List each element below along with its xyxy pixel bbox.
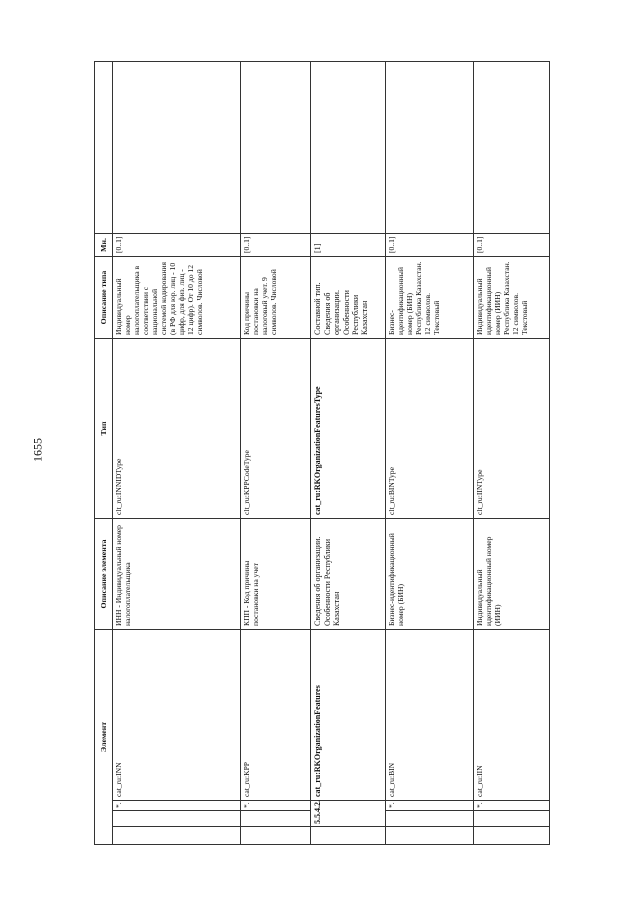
element-name: cat_ru:IIN [474, 630, 550, 801]
type-description: Составной тип. Сведения об организации. Особенности Республики Казахстан [311, 257, 386, 339]
spacer-cell [386, 62, 474, 234]
table-row [386, 62, 474, 845]
header-element-description: Описание элемента [95, 519, 113, 630]
multiplicity: [0..1] [113, 234, 241, 257]
header-type: Тип [95, 339, 113, 519]
row-marker: *. [241, 801, 311, 811]
header-type-description: Описание типа [95, 257, 113, 339]
table-row-section [311, 62, 386, 845]
spacer-cell [311, 62, 386, 234]
header-element: Элемент [95, 630, 113, 845]
element-description: Индивидуальный идентификационный номер (ИИН) [474, 519, 550, 630]
row-marker: *. [386, 801, 474, 811]
row-marker: *. [474, 801, 550, 811]
schema-table [94, 61, 550, 845]
element-description: Бизнес-идентификационный номер (БИН) [386, 519, 474, 630]
indent-cell [241, 827, 311, 845]
spacer-cell [241, 62, 311, 234]
header-spacer [95, 62, 113, 234]
element-type: clt_ru:IINType [474, 339, 550, 519]
element-name: cat_ru:KPP [241, 630, 311, 801]
element-type: clt_ru:BINType [386, 339, 474, 519]
multiplicity: [1] [311, 234, 386, 257]
element-type: clt_ru:INNIDType [113, 339, 241, 519]
element-description: КПП - Код причины постановки на учет [241, 519, 311, 630]
table-row [113, 62, 241, 845]
indent-cell [311, 827, 386, 845]
indent-cell [474, 811, 550, 827]
type-description: Индивидуальный номер налогоплательщика в соответствии с национальной системой кодирования (в РФ для юр. лиц - 10 цифр, для физ. лиц - 12 цифр). От 10 до 12 символов. Числовой [113, 257, 241, 339]
indent-cell [113, 827, 241, 845]
rotated-page [94, 62, 546, 845]
indent-cell [241, 811, 311, 827]
indent-cell [474, 827, 550, 845]
table-row [474, 62, 550, 845]
multiplicity: [0..1] [474, 234, 550, 257]
spacer-cell [474, 62, 550, 234]
type-description: Индивидуальный идентификационный номер (ИИН) Республика Казахстан. 12 символов. Текстовый [474, 257, 550, 339]
multiplicity: [0..1] [241, 234, 311, 257]
row-marker: *. [113, 801, 241, 811]
element-name: cat_ru:INN [113, 630, 241, 801]
type-description: Бизнес-идентификационный номер (БИН) Республика Казахстан. 12 символов. Текстовый [386, 257, 474, 339]
table-header-row [95, 62, 113, 845]
type-description: Код причины постановки на налоговый учет. 9 символов. Числовой [241, 257, 311, 339]
indent-cell [386, 811, 474, 827]
element-description: Сведения об организации. Особенности Республики Казахстан [311, 519, 386, 630]
indent-cell [113, 811, 241, 827]
element-name: cat_ru:BIN [386, 630, 474, 801]
indent-cell [386, 827, 474, 845]
header-multiplicity: Мн. [95, 234, 113, 257]
element-name: cat_ru:RKOrganizationFeatures [311, 630, 386, 801]
element-description: ИНН - Индивидуальный номер налогоплательщика [113, 519, 241, 630]
element-type: clt_ru:KPPCodeType [241, 339, 311, 519]
element-type: cat_ru:RKOrganizationFeaturesType [311, 339, 386, 519]
multiplicity: [0..1] [386, 234, 474, 257]
section-number: 5.5.4.2. [311, 801, 386, 827]
page-number: 1655 [30, 438, 45, 462]
spacer-cell [113, 62, 241, 234]
table-row [241, 62, 311, 845]
